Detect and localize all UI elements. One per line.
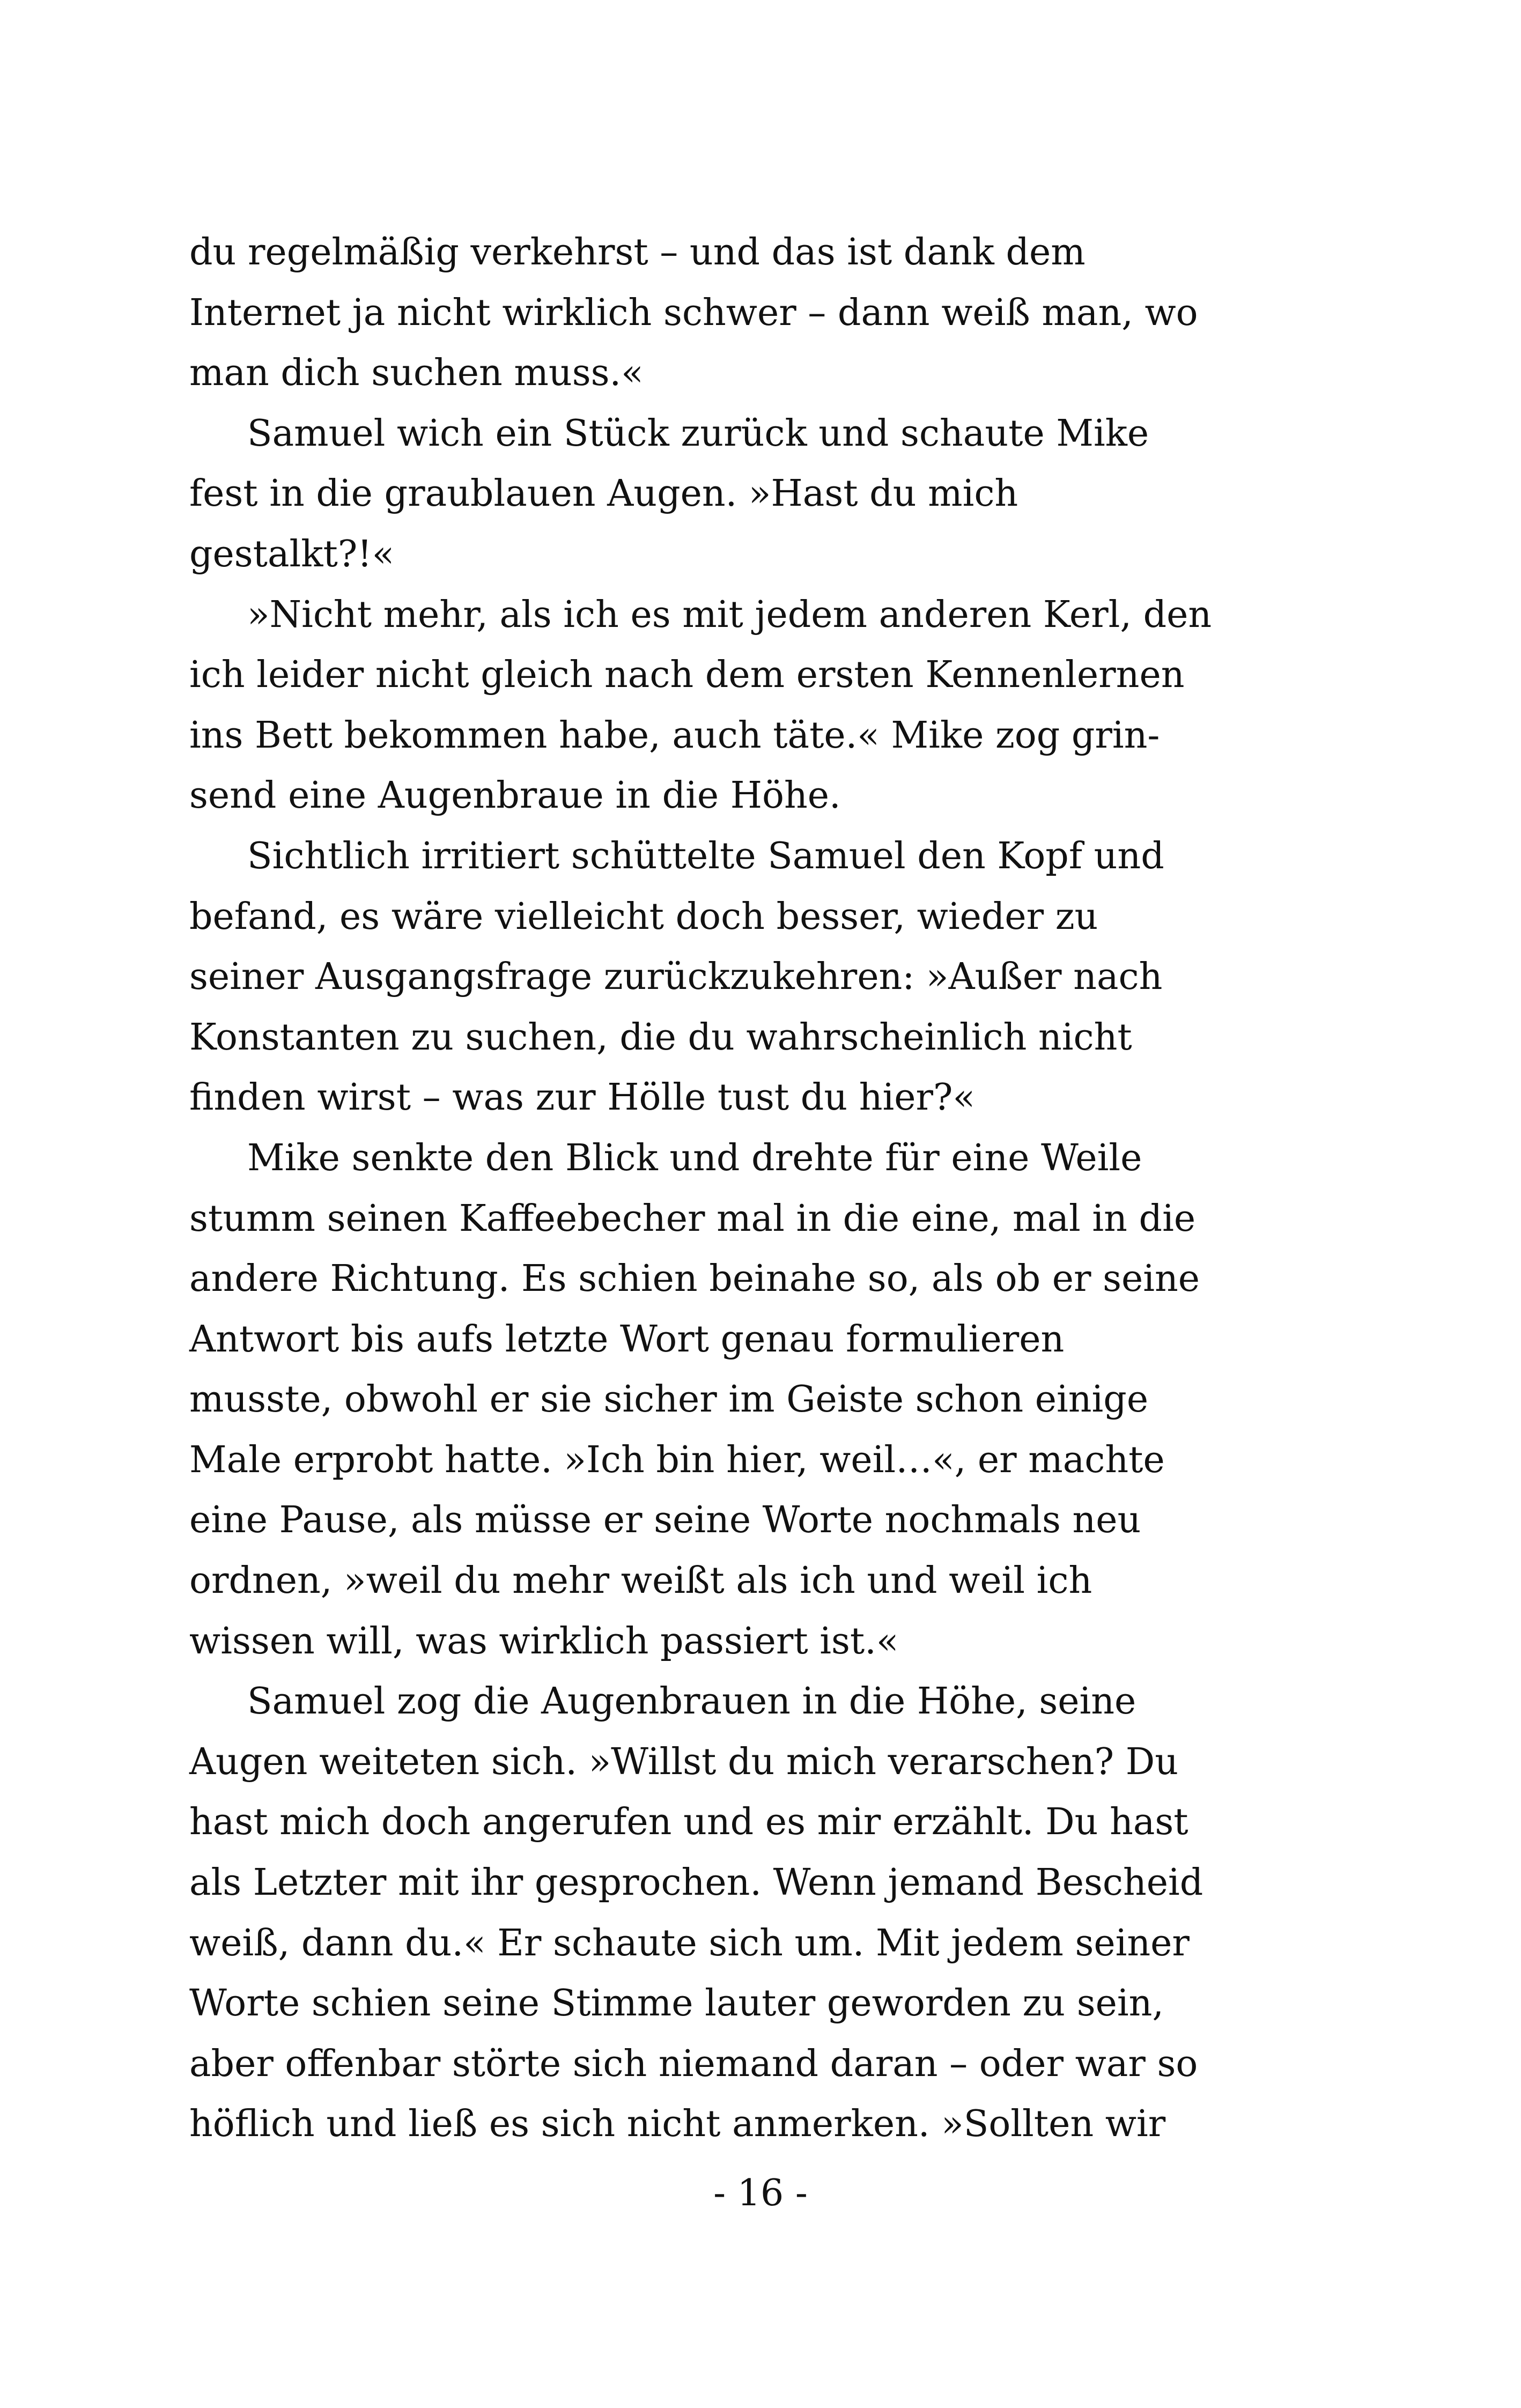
- body-text: [189, 223, 1267, 2155]
- text-line: höflich und ließ es sich nicht anmerken. »Sollten wir: [189, 2103, 1166, 2146]
- text-line: fest in die graublauen Augen. »Hast du mich: [189, 472, 1018, 515]
- text-line: seiner Ausgangsfrage zurückzukehren: »Außer nach: [189, 956, 1163, 999]
- text-line: gestalkt?!«: [189, 533, 395, 575]
- text-line: ins Bett bekommen habe, auch täte.« Mike zog grin-: [189, 714, 1160, 757]
- text-line: Male erprobt hatte. »Ich bin hier, weil…«, er machte: [189, 1438, 1165, 1481]
- text-line: Antwort bis aufs letzte Wort genau formulieren: [189, 1318, 1065, 1361]
- text-line: als Letzter mit ihr gesprochen. Wenn jemand Bescheid: [189, 1862, 1203, 1904]
- text-line: wissen will, was wirklich passiert ist.«: [189, 1620, 899, 1663]
- paragraph-start-line: Samuel wich ein Stück zurück und schaute Mike: [247, 412, 1149, 455]
- page-number: - 16 -: [713, 2172, 808, 2214]
- paragraph-start-line: Samuel zog die Augenbrauen in die Höhe, seine: [247, 1680, 1136, 1723]
- text-line: eine Pause, als müsse er seine Worte nochmals neu: [189, 1499, 1141, 1542]
- text-line: ordnen, »weil du mehr weißt als ich und weil ich: [189, 1560, 1092, 1602]
- text-line: weiß, dann du.« Er schaute sich um. Mit jedem seiner: [189, 1922, 1190, 1964]
- paragraph-start-line: Sichtlich irritiert schüttelte Samuel den Kopf und: [247, 834, 1164, 877]
- text-line: stumm seinen Kaffeebecher mal in die eine, mal in die: [189, 1197, 1196, 1240]
- paragraph-start-line: »Nicht mehr, als ich es mit jedem anderen Kerl, den: [247, 593, 1212, 636]
- text-line: du regelmäßig verkehrst – und das ist dank dem: [189, 231, 1086, 274]
- text-line: Worte schien seine Stimme lauter geworden zu sein,: [189, 1982, 1164, 2025]
- text-line: Konstanten zu suchen, die du wahrscheinlich nicht: [189, 1016, 1132, 1059]
- paragraph-start-line: Mike senkte den Blick und drehte für eine Weile: [247, 1136, 1142, 1179]
- text-line: finden wirst – was zur Hölle tust du hier?«: [189, 1076, 976, 1119]
- text-line: man dich suchen muss.«: [189, 352, 644, 395]
- text-line: Internet ja nicht wirklich schwer – dann weiß man, wo: [189, 291, 1198, 334]
- text-line: befand, es wäre vielleicht doch besser, wieder zu: [189, 895, 1098, 938]
- text-line: hast mich doch angerufen und es mir erzählt. Du hast: [189, 1801, 1188, 1844]
- text-line: musste, obwohl er sie sicher im Geiste schon einige: [189, 1378, 1149, 1421]
- text-line: Augen weiteten sich. »Willst du mich verarschen? Du: [189, 1740, 1179, 1783]
- text-line: aber offenbar störte sich niemand daran – oder war so: [189, 2042, 1198, 2085]
- text-line: andere Richtung. Es schien beinahe so, als ob er seine: [189, 1258, 1200, 1301]
- text-line: send eine Augenbraue in die Höhe.: [189, 774, 841, 817]
- text-line: ich leider nicht gleich nach dem ersten Kennenlernen: [189, 654, 1185, 697]
